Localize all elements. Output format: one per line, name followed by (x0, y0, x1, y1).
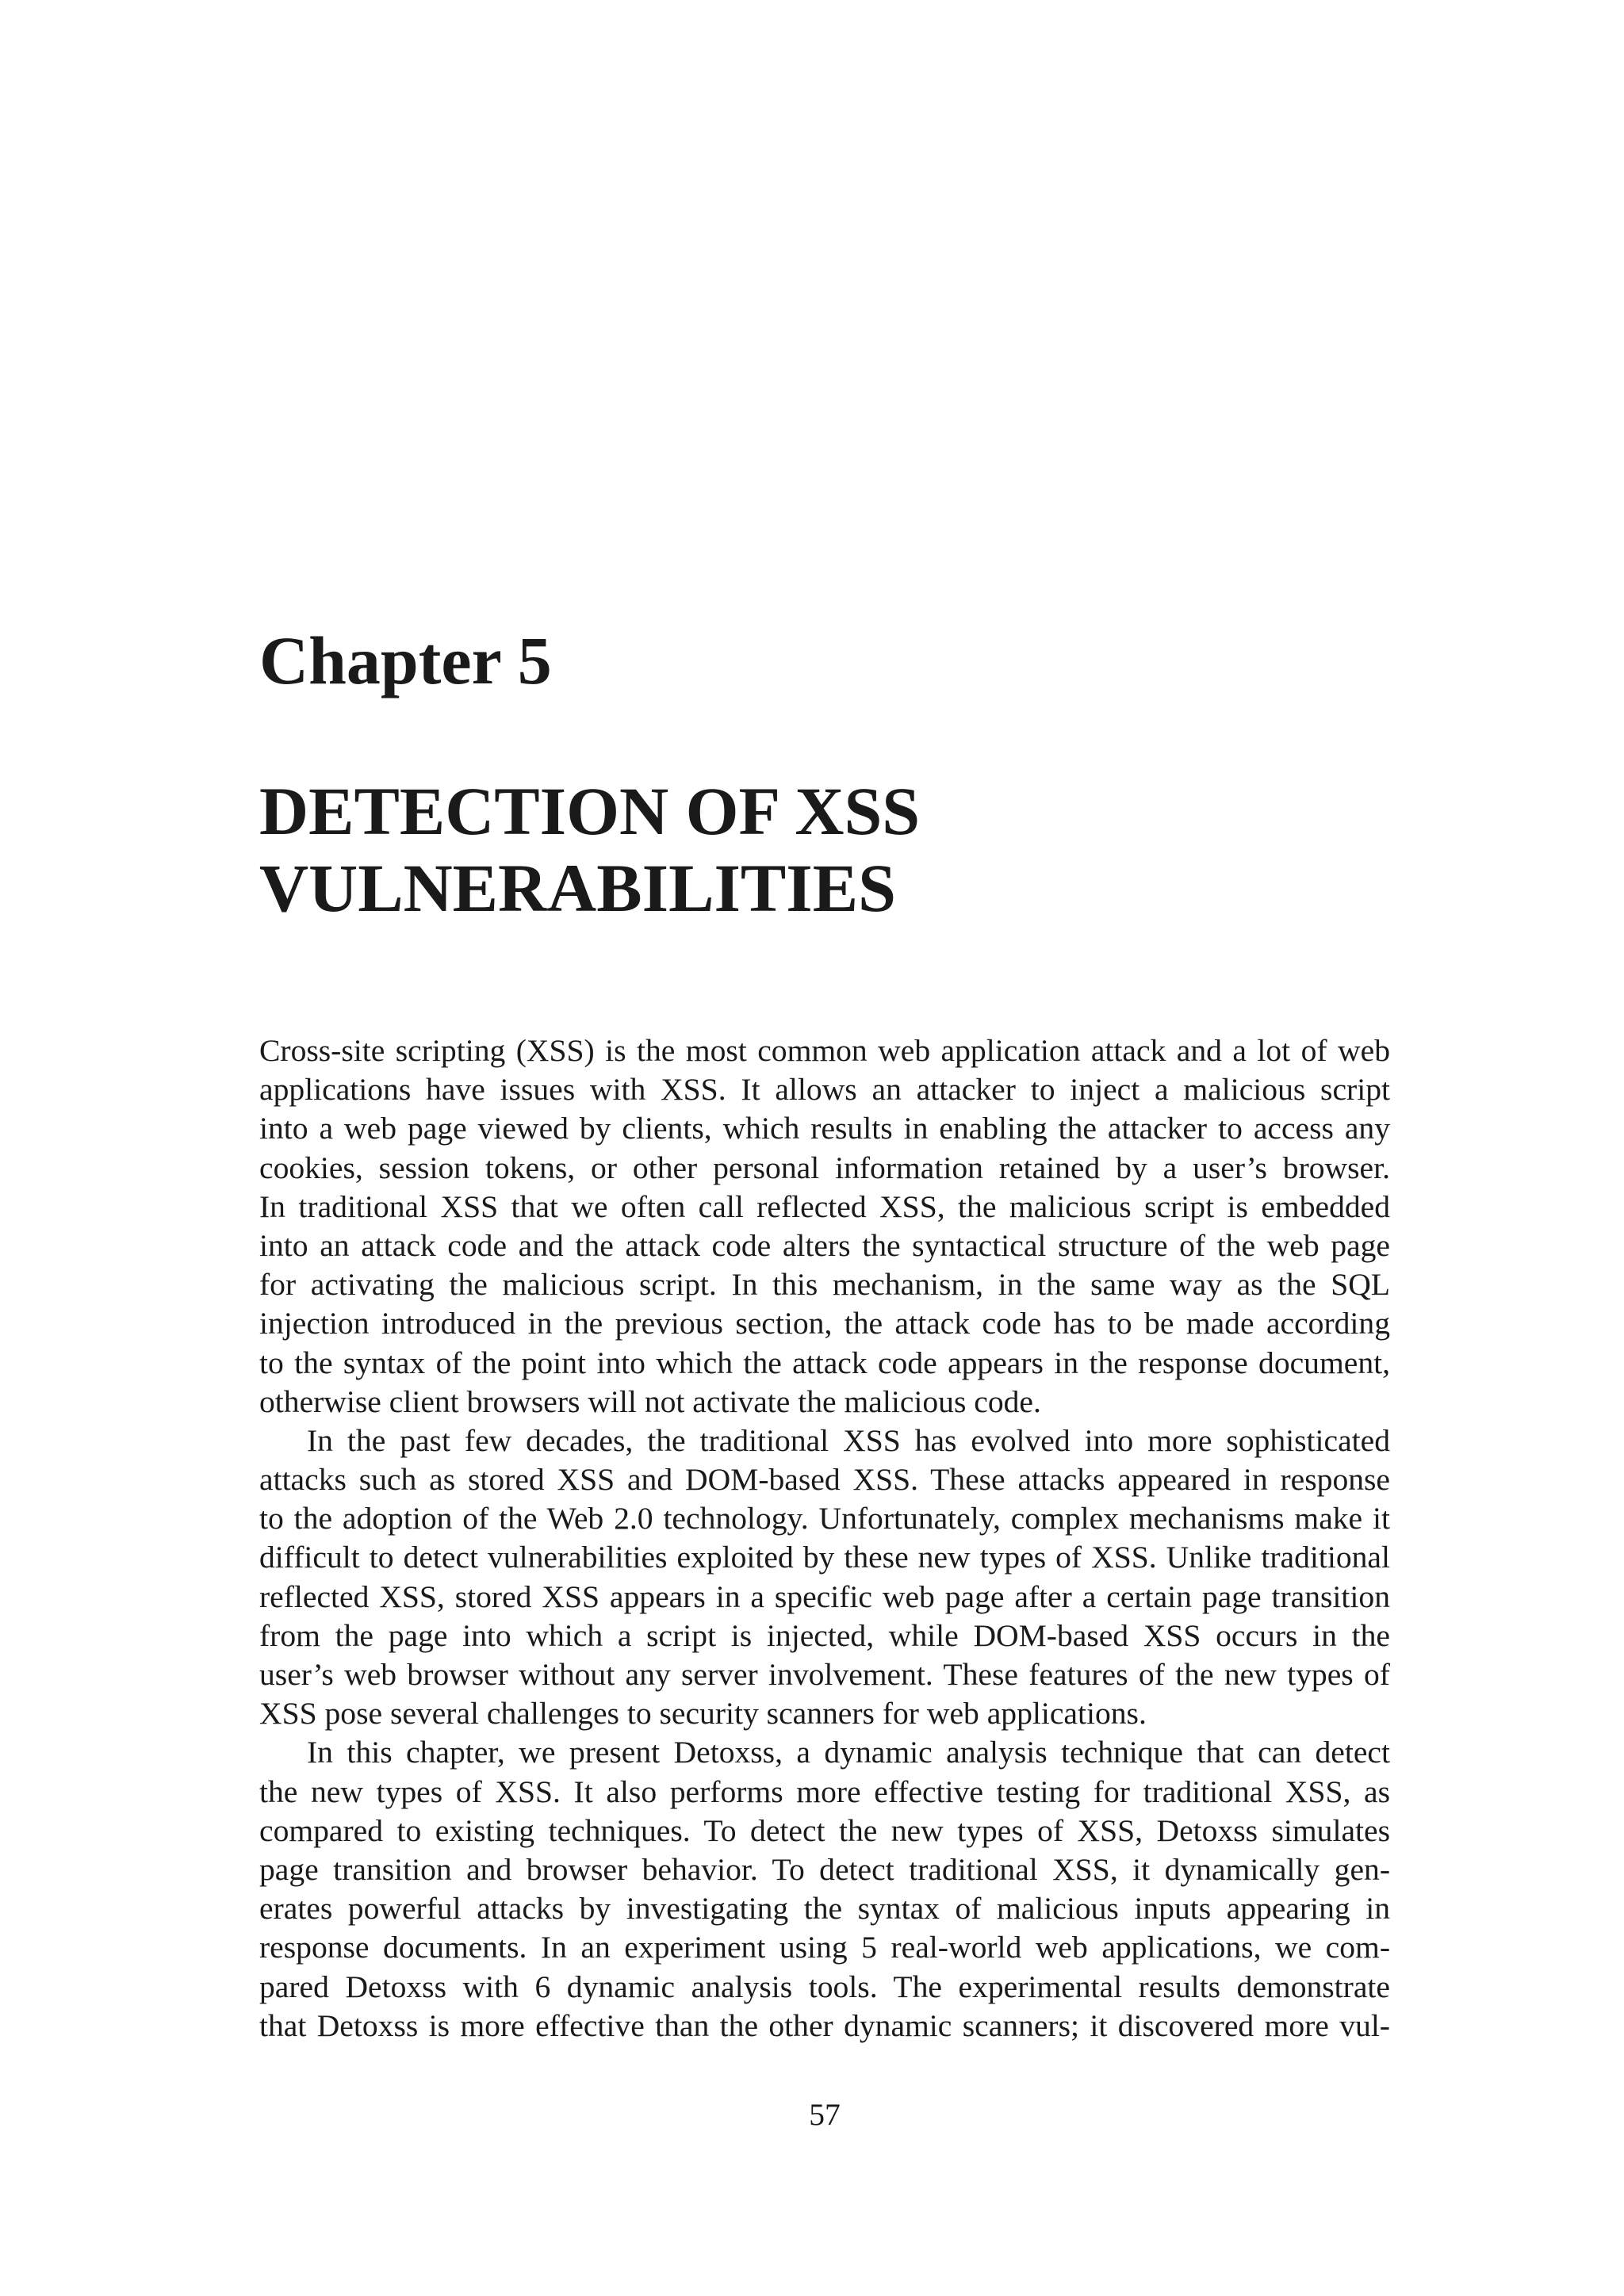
chapter-title-line: DETECTION OF XSS (259, 773, 921, 849)
text-line: compared to existing techniques. To detect the new types of XSS, Detoxss simulates (259, 1812, 1390, 1848)
text-line: pared Detoxss with 6 dynamic analysis tools. The experimental results demonstrate (259, 1969, 1390, 2004)
text-line: In this chapter, we present Detoxss, a dynamic analysis technique that can detect (307, 1735, 1390, 1770)
text-line: response documents. In an experiment using 5 real-world web applications, we com- (259, 1930, 1390, 1965)
text-line: difficult to detect vulnerabilities exploited by these new types of XSS. Unlike traditional (259, 1540, 1390, 1575)
text-line: that Detoxss is more effective than the other dynamic scanners; it discovered more vul- (259, 2007, 1390, 2043)
text-line: injection introduced in the previous section, the attack code has to be made according (259, 1306, 1390, 1341)
text-line: to the adoption of the Web 2.0 technology. Unfortunately, complex mechanisms make it (259, 1501, 1390, 1536)
paragraph (259, 1422, 1390, 1734)
text-line: In the past few decades, the traditional XSS has evolved into more sophisticated (307, 1422, 1390, 1458)
text-line: erates powerful attacks by investigating the syntax of malicious inputs appearing in (259, 1891, 1390, 1927)
page-number: 57 (809, 2097, 841, 2132)
text-line: applications have issues with XSS. It allows an attacker to inject a malicious script (259, 1072, 1390, 1108)
text-line: to the syntax of the point into which the attack code appears in the response document, (259, 1345, 1390, 1380)
text-line: otherwise client browsers will not activate the malicious code. (259, 1383, 1041, 1419)
body-text (259, 1031, 1390, 2045)
text-line: attacks such as stored XSS and DOM-based XSS. These attacks appeared in response (259, 1462, 1390, 1498)
text-line: user’s web browser without any server involvement. These features of the new types of (259, 1657, 1390, 1692)
paragraph (259, 1733, 1390, 2045)
text-line: the new types of XSS. It also performs more effective testing for traditional XSS, as (259, 1774, 1390, 1809)
text-line: cookies, session tokens, or other personal information retained by a user’s browser. (259, 1150, 1390, 1185)
chapter-title-line: VULNERABILITIES (259, 850, 896, 926)
chapter-label: Chapter 5 (259, 622, 552, 698)
text-line: into a web page viewed by clients, which results in enabling the attacker to access any (259, 1111, 1390, 1146)
text-line: Cross-site scripting (XSS) is the most common web application attack and a lot of web (259, 1033, 1390, 1068)
text-line: for activating the malicious script. In this mechanism, in the same way as the SQL (259, 1267, 1390, 1303)
text-line: In traditional XSS that we often call reflected XSS, the malicious script is embedded (259, 1188, 1390, 1224)
paragraph (259, 1031, 1390, 1422)
text-line: into an attack code and the attack code alters the syntactical structure of the web page (259, 1227, 1390, 1263)
chapter-title (259, 773, 1369, 927)
text-line: page transition and browser behavior. To detect traditional XSS, it dynamically gen- (259, 1851, 1390, 1887)
text-line: XSS pose several challenges to security scanners for web applications. (259, 1696, 1147, 1732)
text-line: from the page into which a script is injected, while DOM-based XSS occurs in the (259, 1617, 1390, 1653)
text-line: reflected XSS, stored XSS appears in a specific web page after a certain page transition (259, 1578, 1390, 1614)
